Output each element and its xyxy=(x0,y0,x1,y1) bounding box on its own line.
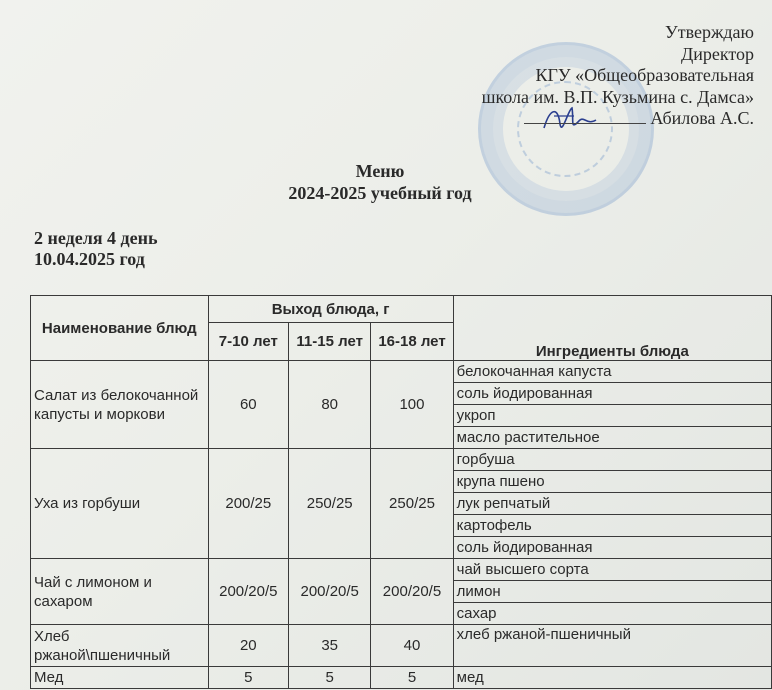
title-line: 2024-2025 учебный год xyxy=(288,183,472,203)
portion-16-18: 40 xyxy=(371,625,453,667)
portion-11-15: 250/25 xyxy=(289,449,371,559)
portion-11-15: 200/20/5 xyxy=(289,559,371,625)
signer-line xyxy=(482,108,754,130)
ingredient: картофель xyxy=(453,515,771,537)
header-age-11-15: 11-15 лет xyxy=(289,323,371,361)
dish-name: Хлеб ржаной\пшеничный xyxy=(31,625,209,667)
ingredient: лук репчатый xyxy=(453,493,771,515)
portion-16-18: 250/25 xyxy=(371,449,453,559)
document-title xyxy=(200,160,560,204)
approval-block xyxy=(482,22,754,130)
approval-line: Директор xyxy=(680,43,754,64)
portion-7-10: 60 xyxy=(208,361,288,449)
ingredient: крупа пшено xyxy=(453,471,771,493)
portion-7-10: 200/25 xyxy=(208,449,288,559)
dish-name: Чай с лимоном и сахаром xyxy=(31,559,209,625)
ingredient: чай высшего сорта xyxy=(453,559,771,581)
ingredient: горбуша xyxy=(453,449,771,471)
ingredient: хлеб ржаной-пшеничный xyxy=(453,625,771,667)
header-ingredients: Ингредиенты блюда xyxy=(453,296,771,361)
menu-table xyxy=(30,295,772,689)
dish-name: Мед xyxy=(31,667,209,689)
signature-underline xyxy=(524,109,646,124)
ingredient: соль йодированная xyxy=(453,537,771,559)
week-day-label xyxy=(34,228,158,270)
portion-16-18: 100 xyxy=(371,361,453,449)
header-age-16-18: 16-18 лет xyxy=(371,323,453,361)
dish-name: Уха из горбуши xyxy=(31,449,209,559)
ingredient: сахар xyxy=(453,603,771,625)
portion-11-15: 80 xyxy=(289,361,371,449)
portion-11-15: 35 xyxy=(289,625,371,667)
portion-7-10: 200/20/5 xyxy=(208,559,288,625)
portion-11-15: 5 xyxy=(289,667,371,689)
week-line: 2 неделя 4 день xyxy=(34,228,158,248)
portion-7-10: 5 xyxy=(208,667,288,689)
portion-16-18: 200/20/5 xyxy=(371,559,453,625)
ingredient: мед xyxy=(453,667,771,689)
title-line: Меню xyxy=(355,161,405,181)
portion-7-10: 20 xyxy=(208,625,288,667)
dish-name: Салат из белокочанной капусты и моркови xyxy=(31,361,209,449)
signer-name: Абилова А.С. xyxy=(650,108,754,128)
portion-16-18: 5 xyxy=(371,667,453,689)
ingredient: белокочанная капуста xyxy=(453,361,771,383)
approval-line: КГУ «Общеобразовательная xyxy=(535,65,754,85)
ingredient: лимон xyxy=(453,581,771,603)
header-age-7-10: 7-10 лет xyxy=(208,323,288,361)
approval-line: школа им. В.П. Кузьмина с. Дамса» xyxy=(481,86,754,107)
header-output: Выход блюда, г xyxy=(208,296,453,323)
ingredient: укроп xyxy=(453,405,771,427)
approval-line: Утверждаю xyxy=(664,22,754,42)
ingredient: масло растительное xyxy=(453,427,771,449)
header-dish: Наименование блюд xyxy=(31,296,209,361)
date-line: 10.04.2025 год xyxy=(34,249,145,269)
ingredient: соль йодированная xyxy=(453,383,771,405)
